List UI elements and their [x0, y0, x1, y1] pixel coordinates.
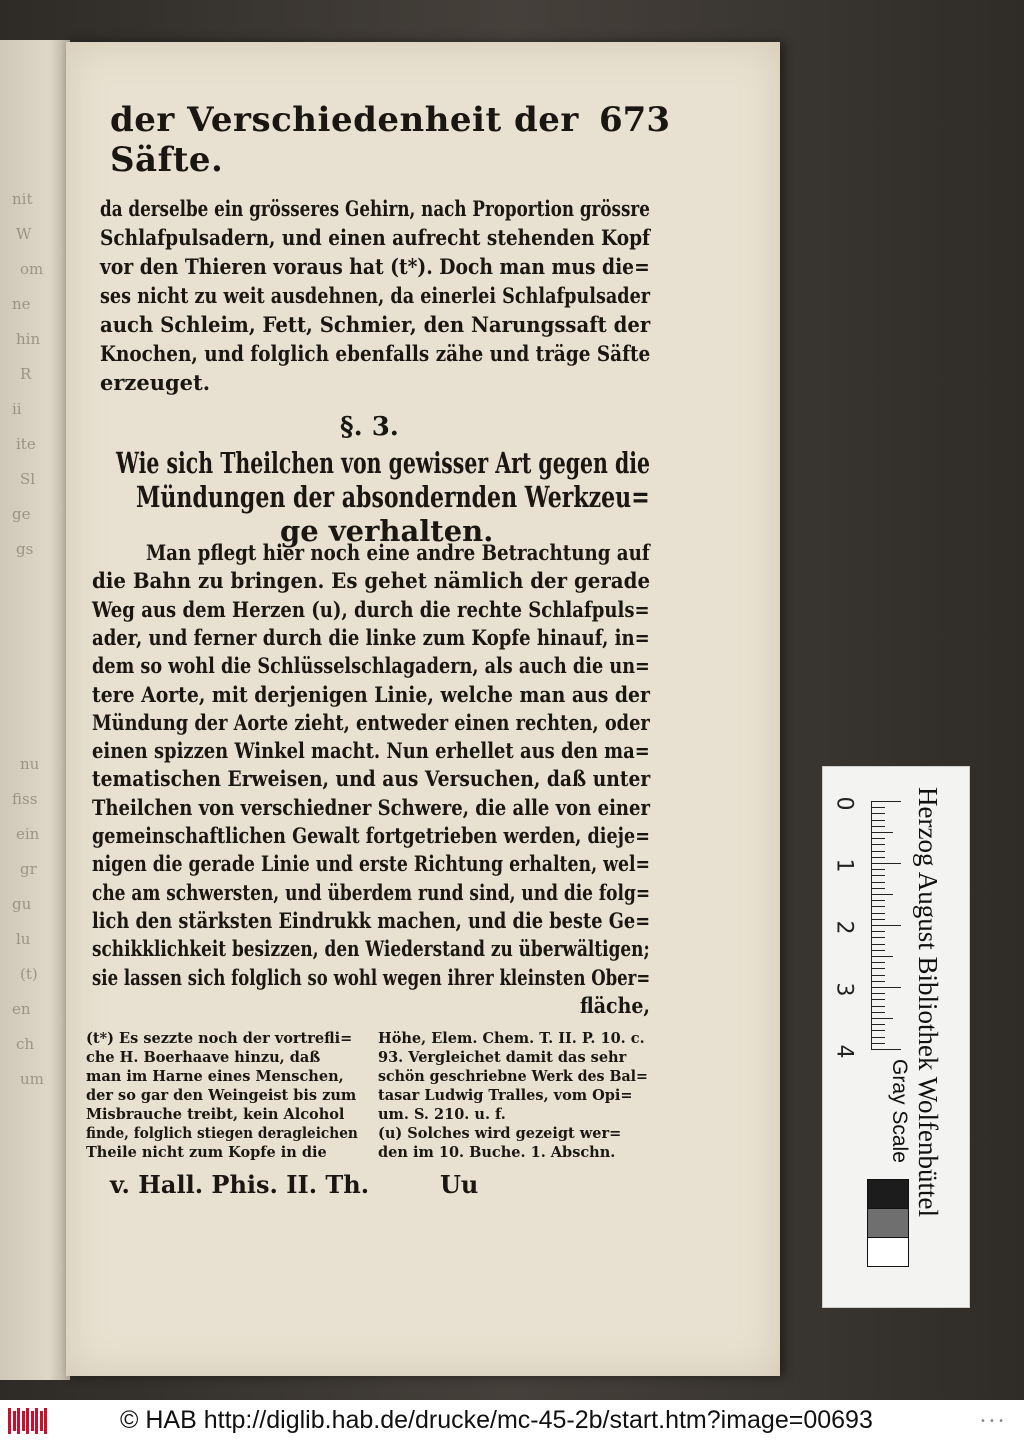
gray-swatch: [867, 1179, 909, 1209]
ruler-tick: [871, 993, 885, 994]
ghost-text: ite: [16, 435, 36, 453]
footnote-line: den im 10. Buche. 1. Abschn.: [378, 1144, 616, 1161]
ruler-tick: [871, 956, 893, 957]
copyright-link[interactable]: © HAB http://diglib.hab.de/drucke/mc-45-2b/start.htm?image=00693: [120, 1406, 873, 1434]
section-heading-line: Wie sich Theilchen von gewisser Art gegen die: [116, 446, 651, 480]
ruler-tick: [871, 925, 901, 926]
ruler-tick: [871, 863, 901, 864]
text-line: gemeinschaftlichen Gewalt fortgetrieben werden, dieje=: [92, 823, 650, 848]
ruler-digit: 3: [831, 982, 857, 997]
ruler-tick: [871, 906, 885, 907]
text-line: einen spizzen Winkel macht. Nun erhellet aus den ma=: [92, 738, 650, 764]
ghost-text: lu: [16, 930, 31, 948]
ruler-tick: [871, 820, 885, 821]
ruler-tick: [871, 913, 885, 914]
footer-bar: [0, 1400, 1024, 1443]
text-line: che am schwersten, und überdem rund sind, und die folg=: [92, 879, 651, 905]
text-line: tere Aorte, mit derjenigen Linie, welche man aus der: [92, 681, 650, 707]
gray-scale-label: Gray Scale: [888, 1059, 911, 1163]
ruler-tick: [871, 869, 885, 870]
text-line: Schlafpulsadern, und einen aufrecht stehenden Kopf: [100, 225, 651, 250]
color-scale-card: [822, 766, 970, 1308]
ruler-tick: [871, 801, 901, 802]
ruler-digit: 2: [831, 920, 857, 935]
ruler-tick: [871, 1043, 885, 1044]
page-number: 673: [599, 100, 670, 140]
ruler-tick: [871, 1018, 893, 1019]
footnote-line: (u) Solches wird gezeigt wer=: [378, 1125, 622, 1142]
ghost-text: ii: [12, 400, 22, 418]
ghost-text: om: [20, 260, 44, 278]
ruler-tick: [871, 931, 885, 932]
page-header: [110, 100, 670, 180]
ruler-tick: [871, 968, 885, 969]
ruler-tick: [871, 807, 885, 808]
ghost-text: hin: [16, 330, 41, 348]
text-line: die Bahn zu bringen. Es gehet nämlich der gerade: [92, 568, 651, 594]
running-title: der Verschiedenheit der Säfte.: [110, 100, 579, 180]
ghost-text: nit: [12, 190, 33, 208]
ghost-text: gu: [12, 895, 32, 913]
ruler-tick: [871, 999, 885, 1000]
text-line: fläche,: [580, 992, 651, 1018]
ruler-tick: [871, 987, 901, 988]
ruler-tick: [871, 832, 893, 833]
more-icon[interactable]: • • •: [979, 1416, 1004, 1427]
footnote-line: man im Harne eines Menschen,: [86, 1068, 344, 1085]
ghost-text: R: [20, 365, 32, 383]
gray-swatch: [867, 1208, 909, 1238]
footnote-line: 93. Vergleichet damit das sehr: [378, 1049, 627, 1066]
text-line: ader, und ferner durch die linke zum Kopfe hinauf, in=: [92, 624, 650, 650]
text-line: tematischen Erweisen, und aus Versuchen, daß unter: [92, 766, 651, 792]
text-line: Knochen, und folglich ebenfalls zähe und träge Säfte: [100, 341, 651, 366]
text-line: vor den Thieren voraus hat (t*). Doch man mus die=: [100, 254, 650, 279]
section-heading-line: ge verhalten.: [280, 514, 494, 548]
footnote-line: Theile nicht zum Kopfe in die: [86, 1144, 327, 1161]
ruler-tick: [871, 950, 885, 951]
section-heading-line: Mündungen der absondernden Werkzeu=: [136, 480, 650, 514]
ghost-text: um: [20, 1070, 44, 1088]
section-number: §. 3.: [340, 412, 399, 442]
ruler-tick: [871, 937, 885, 938]
library-caption: [907, 787, 947, 1287]
ruler-tick: [871, 894, 893, 895]
ghost-text: ne: [12, 295, 31, 313]
signature-mark: v. Hall. Phis. II. Th.: [110, 1170, 370, 1199]
footnote-line: schön geschriebne Werk des Bal=: [378, 1068, 648, 1085]
ruler-tick: [871, 919, 885, 920]
gray-scale-label-wrap: [883, 1059, 913, 1169]
footnote-line: che H. Boerhaave hinzu, daß: [86, 1049, 321, 1066]
ruler-tick: [871, 962, 885, 963]
ghost-text: W: [16, 225, 32, 243]
text-line: Man pflegt hier noch eine andre Betrachtung auf: [146, 540, 650, 565]
text-line: nigen die gerade Linie und erste Richtung erhalten, wel=: [92, 851, 651, 877]
text-line: sie lassen sich folglich so wohl wegen ihrer kleinsten Ober=: [92, 964, 651, 990]
ruler-tick: [871, 875, 885, 876]
signature-gathering: Uu: [440, 1170, 479, 1199]
text-line: da derselbe ein grösseres Gehirn, nach Proportion grössre: [100, 196, 650, 221]
text-line: ses nicht zu weit ausdehnen, da einerlei Schlafpulsader: [100, 283, 651, 308]
ghost-text: gs: [16, 540, 34, 558]
text-line: auch Schleim, Fett, Schmier, den Narungssaft der: [100, 312, 651, 337]
ghost-text: ge: [12, 505, 31, 523]
ruler-tick: [871, 888, 885, 889]
text-line: Weg aus dem Herzen (u), durch die rechte Schlafpuls=: [92, 596, 650, 622]
footnote-line: (t*) Es sezzte noch der vortrefli=: [86, 1030, 353, 1047]
library-name: Herzog August Bibliothek Wolfenbüttel: [913, 787, 943, 1218]
ruler-tick: [871, 981, 885, 982]
ruler-digit: 1: [831, 858, 857, 873]
footnote-line: finde, folglich stiegen deragleichen: [86, 1125, 358, 1142]
gray-swatch: [867, 1237, 909, 1267]
footnote-line: Misbrauche treibt, kein Alcohol: [86, 1106, 345, 1123]
text-line: lich den stärksten Eindrukk machen, und die beste Ge=: [92, 907, 651, 933]
footnote-line: der so gar den Weingeist bis zum: [86, 1087, 357, 1104]
ruler-tick: [871, 1037, 885, 1038]
ghost-text: fiss: [12, 790, 38, 808]
ruler-tick: [871, 838, 885, 839]
text-line: Theilchen von verschiedner Schwere, die alle von einer: [92, 794, 651, 820]
ghost-text: gr: [20, 860, 37, 878]
text-line: dem so wohl die Schlüsselschlagadern, als auch die un=: [92, 653, 650, 679]
ruler-spine: [871, 801, 872, 1049]
ruler-tick: [871, 851, 885, 852]
ghost-text: Sl: [20, 470, 36, 488]
ghost-text: ch: [16, 1035, 35, 1053]
ruler-tick: [871, 882, 885, 883]
ruler-tick: [871, 1006, 885, 1007]
ruler-digit: 4: [831, 1044, 857, 1059]
ruler-tick: [871, 944, 885, 945]
text-line: Mündung der Aorte zieht, entweder einen rechten, oder: [92, 709, 650, 735]
ruler-tick: [871, 1024, 885, 1025]
ghost-text: (t): [20, 965, 38, 983]
previous-page-edge: [0, 40, 70, 1380]
ruler-tick: [871, 1049, 901, 1050]
text-line: erzeuget.: [100, 370, 211, 395]
hab-logo-icon[interactable]: [8, 1408, 50, 1434]
footnote-line: tasar Ludwig Tralles, vom Opi=: [378, 1087, 633, 1104]
ruler-tick: [871, 975, 885, 976]
ghost-text: nu: [20, 755, 40, 773]
ruler-tick: [871, 844, 885, 845]
ruler-tick: [871, 1030, 885, 1031]
ghost-text: ein: [16, 825, 40, 843]
footnote-line: um. S. 210. u. f.: [378, 1106, 506, 1123]
ruler-tick: [871, 813, 885, 814]
text-line: schikklichkeit besizzen, den Wiederstand zu überwältigen;: [92, 936, 650, 962]
ghost-text: en: [12, 1000, 31, 1018]
ruler-digit: 0: [831, 796, 857, 811]
footnote-line: Höhe, Elem. Chem. T. II. P. 10. c.: [378, 1030, 645, 1047]
ruler-tick: [871, 857, 885, 858]
ruler-tick: [871, 1012, 885, 1013]
ruler-tick: [871, 900, 885, 901]
ruler-tick: [871, 826, 885, 827]
